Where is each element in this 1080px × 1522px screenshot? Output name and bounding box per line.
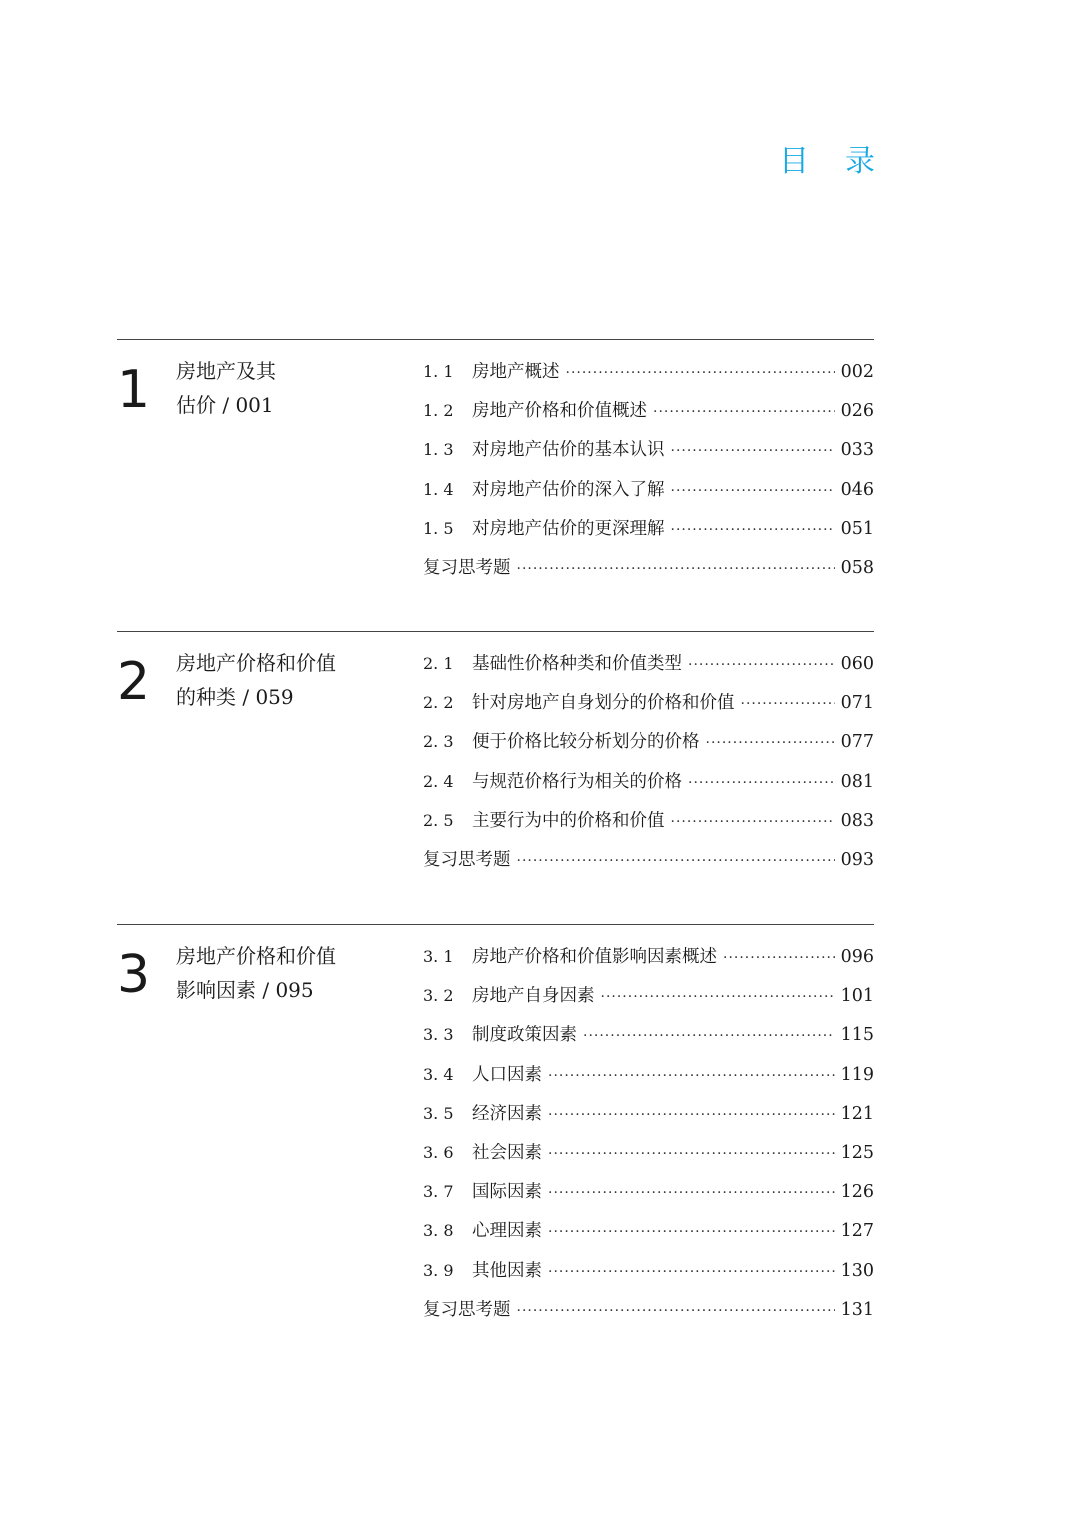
entry-number: 2. 4 [423,771,454,791]
entry-page: 060 [840,654,874,674]
dot-leader [671,475,835,507]
toc-entry[interactable] [423,395,874,434]
entry-number: 3. 9 [423,1260,454,1280]
toc-entry-review[interactable] [423,552,874,591]
toc-entry[interactable] [423,805,874,844]
entry-label: 复习思考题 [423,1299,511,1320]
entry-label: 主要行为中的价格和价值 [472,810,665,831]
dot-leader [517,845,835,877]
entry-page: 130 [840,1260,874,1281]
dot-leader [706,727,835,759]
dot-leader [548,1256,835,1288]
toc-entry-review[interactable] [423,1294,874,1333]
chapter-title[interactable] [176,354,376,422]
entry-number: 3. 5 [423,1103,454,1123]
entry-page: 026 [840,401,874,422]
entry-number: 1. 1 [423,362,454,381]
dot-leader [671,806,835,838]
toc-entry[interactable] [423,1255,874,1294]
chapter-number: 2 [117,652,151,712]
entry-label: 房地产价格和价值影响因素概述 [472,947,717,967]
entry-label: 对房地产估价的基本认识 [472,440,665,461]
toc-entry[interactable] [423,648,874,687]
page-title: 目录 [779,144,911,179]
chapter-section [117,339,874,600]
entry-page: 119 [840,1064,874,1085]
dot-leader [653,396,835,428]
entry-page: 126 [840,1182,874,1203]
toc-entry[interactable] [423,1098,874,1137]
entry-label: 制度政策因素 [472,1025,577,1046]
dot-leader [548,1060,835,1092]
entry-label: 社会因素 [472,1142,542,1163]
entry-page: 127 [840,1221,874,1242]
entry-number: 1. 2 [423,401,454,421]
chapter-title-line: 房地产及其 [176,359,276,383]
dot-leader [671,514,835,546]
entry-page: 131 [840,1299,874,1320]
chapter-title-line: 估价 / 001 [176,393,274,417]
toc-entry[interactable] [423,474,874,513]
entry-label: 其他因素 [472,1260,542,1281]
toc-entry[interactable] [423,1059,874,1098]
entry-number: 1. 3 [423,440,454,460]
toc-entry[interactable] [423,356,874,395]
toc-entry[interactable] [423,434,874,473]
entry-label: 基础性价格种类和价值类型 [472,654,682,674]
entry-number: 1. 5 [423,518,454,538]
dot-leader [548,1099,835,1131]
entry-page: 071 [840,693,874,714]
toc-entry[interactable] [423,1019,874,1058]
entry-page: 046 [840,479,874,500]
dot-leader [566,357,835,389]
entry-page: 125 [840,1142,874,1163]
dot-leader [741,688,835,720]
chapter-title[interactable] [176,939,376,1007]
chapter-section [117,924,874,1345]
dot-leader [548,1216,835,1248]
entry-page: 081 [840,771,874,792]
entry-label: 房地产价格和价值概述 [472,401,647,422]
entry-page: 115 [840,1025,874,1046]
entry-number: 3. 2 [423,986,454,1006]
dot-leader [583,1020,835,1052]
toc-entry-list [423,356,874,591]
dot-leader [688,649,835,681]
dot-leader [548,1138,835,1170]
entry-number: 2. 3 [423,732,454,752]
toc-entry-list [423,941,874,1333]
chapter-title-line: 房地产价格和价值 [176,944,336,968]
toc-entry[interactable] [423,1137,874,1176]
entry-number: 3. 3 [423,1025,454,1045]
entry-label: 房地产概述 [472,362,560,382]
entry-label: 针对房地产自身划分的价格和价值 [472,693,735,714]
entry-page: 051 [840,518,874,539]
chapter-number: 3 [117,945,151,1005]
toc-entry-list [423,648,874,883]
toc-entry[interactable] [423,941,874,980]
entry-label: 对房地产估价的深入了解 [472,479,665,500]
entry-label: 人口因素 [472,1064,542,1085]
entry-page: 083 [840,810,874,831]
chapter-title-line: 房地产价格和价值 [176,651,336,675]
entry-page: 093 [840,849,874,870]
entry-page: 058 [840,557,874,578]
entry-number: 2. 2 [423,693,454,713]
entry-label: 便于价格比较分析划分的价格 [472,732,700,753]
toc-entry[interactable] [423,513,874,552]
dot-leader [723,942,835,974]
dot-leader [517,1295,835,1327]
entry-label: 复习思考题 [423,557,511,578]
toc-entry[interactable] [423,687,874,726]
entry-number: 3. 7 [423,1182,454,1202]
dot-leader [548,1177,835,1209]
entry-label: 心理因素 [472,1221,542,1242]
chapter-title-line: 影响因素 / 095 [176,978,314,1002]
toc-entry[interactable] [423,1215,874,1254]
dot-leader [517,553,835,585]
entry-label: 国际因素 [472,1182,542,1203]
entry-label: 复习思考题 [423,849,511,870]
toc-entry[interactable] [423,980,874,1019]
entry-label: 经济因素 [472,1103,542,1124]
entry-label: 与规范价格行为相关的价格 [472,771,682,792]
entry-label: 对房地产估价的更深理解 [472,518,665,539]
dot-leader [671,435,835,467]
toc-entry[interactable] [423,766,874,805]
entry-number: 1. 4 [423,479,454,499]
entry-page: 096 [840,947,874,967]
chapter-number: 1 [117,360,151,420]
entry-number: 2. 5 [423,810,454,830]
entry-number: 3. 1 [423,947,454,966]
chapter-section [117,631,874,892]
toc-entry[interactable] [423,1176,874,1215]
entry-page: 121 [840,1103,874,1124]
toc-entry-review[interactable] [423,844,874,883]
chapter-title-line: 的种类 / 059 [176,685,294,709]
entry-page: 002 [840,362,874,382]
entry-number: 3. 6 [423,1142,454,1162]
entry-page: 077 [840,732,874,753]
entry-label: 房地产自身因素 [472,986,595,1007]
entry-number: 3. 8 [423,1221,454,1241]
toc-entry[interactable] [423,726,874,765]
dot-leader [601,981,835,1013]
entry-number: 2. 1 [423,654,454,673]
entry-page: 033 [840,440,874,461]
chapter-title[interactable] [176,646,376,714]
entry-number: 3. 4 [423,1064,454,1084]
dot-leader [688,767,835,799]
entry-page: 101 [840,986,874,1007]
